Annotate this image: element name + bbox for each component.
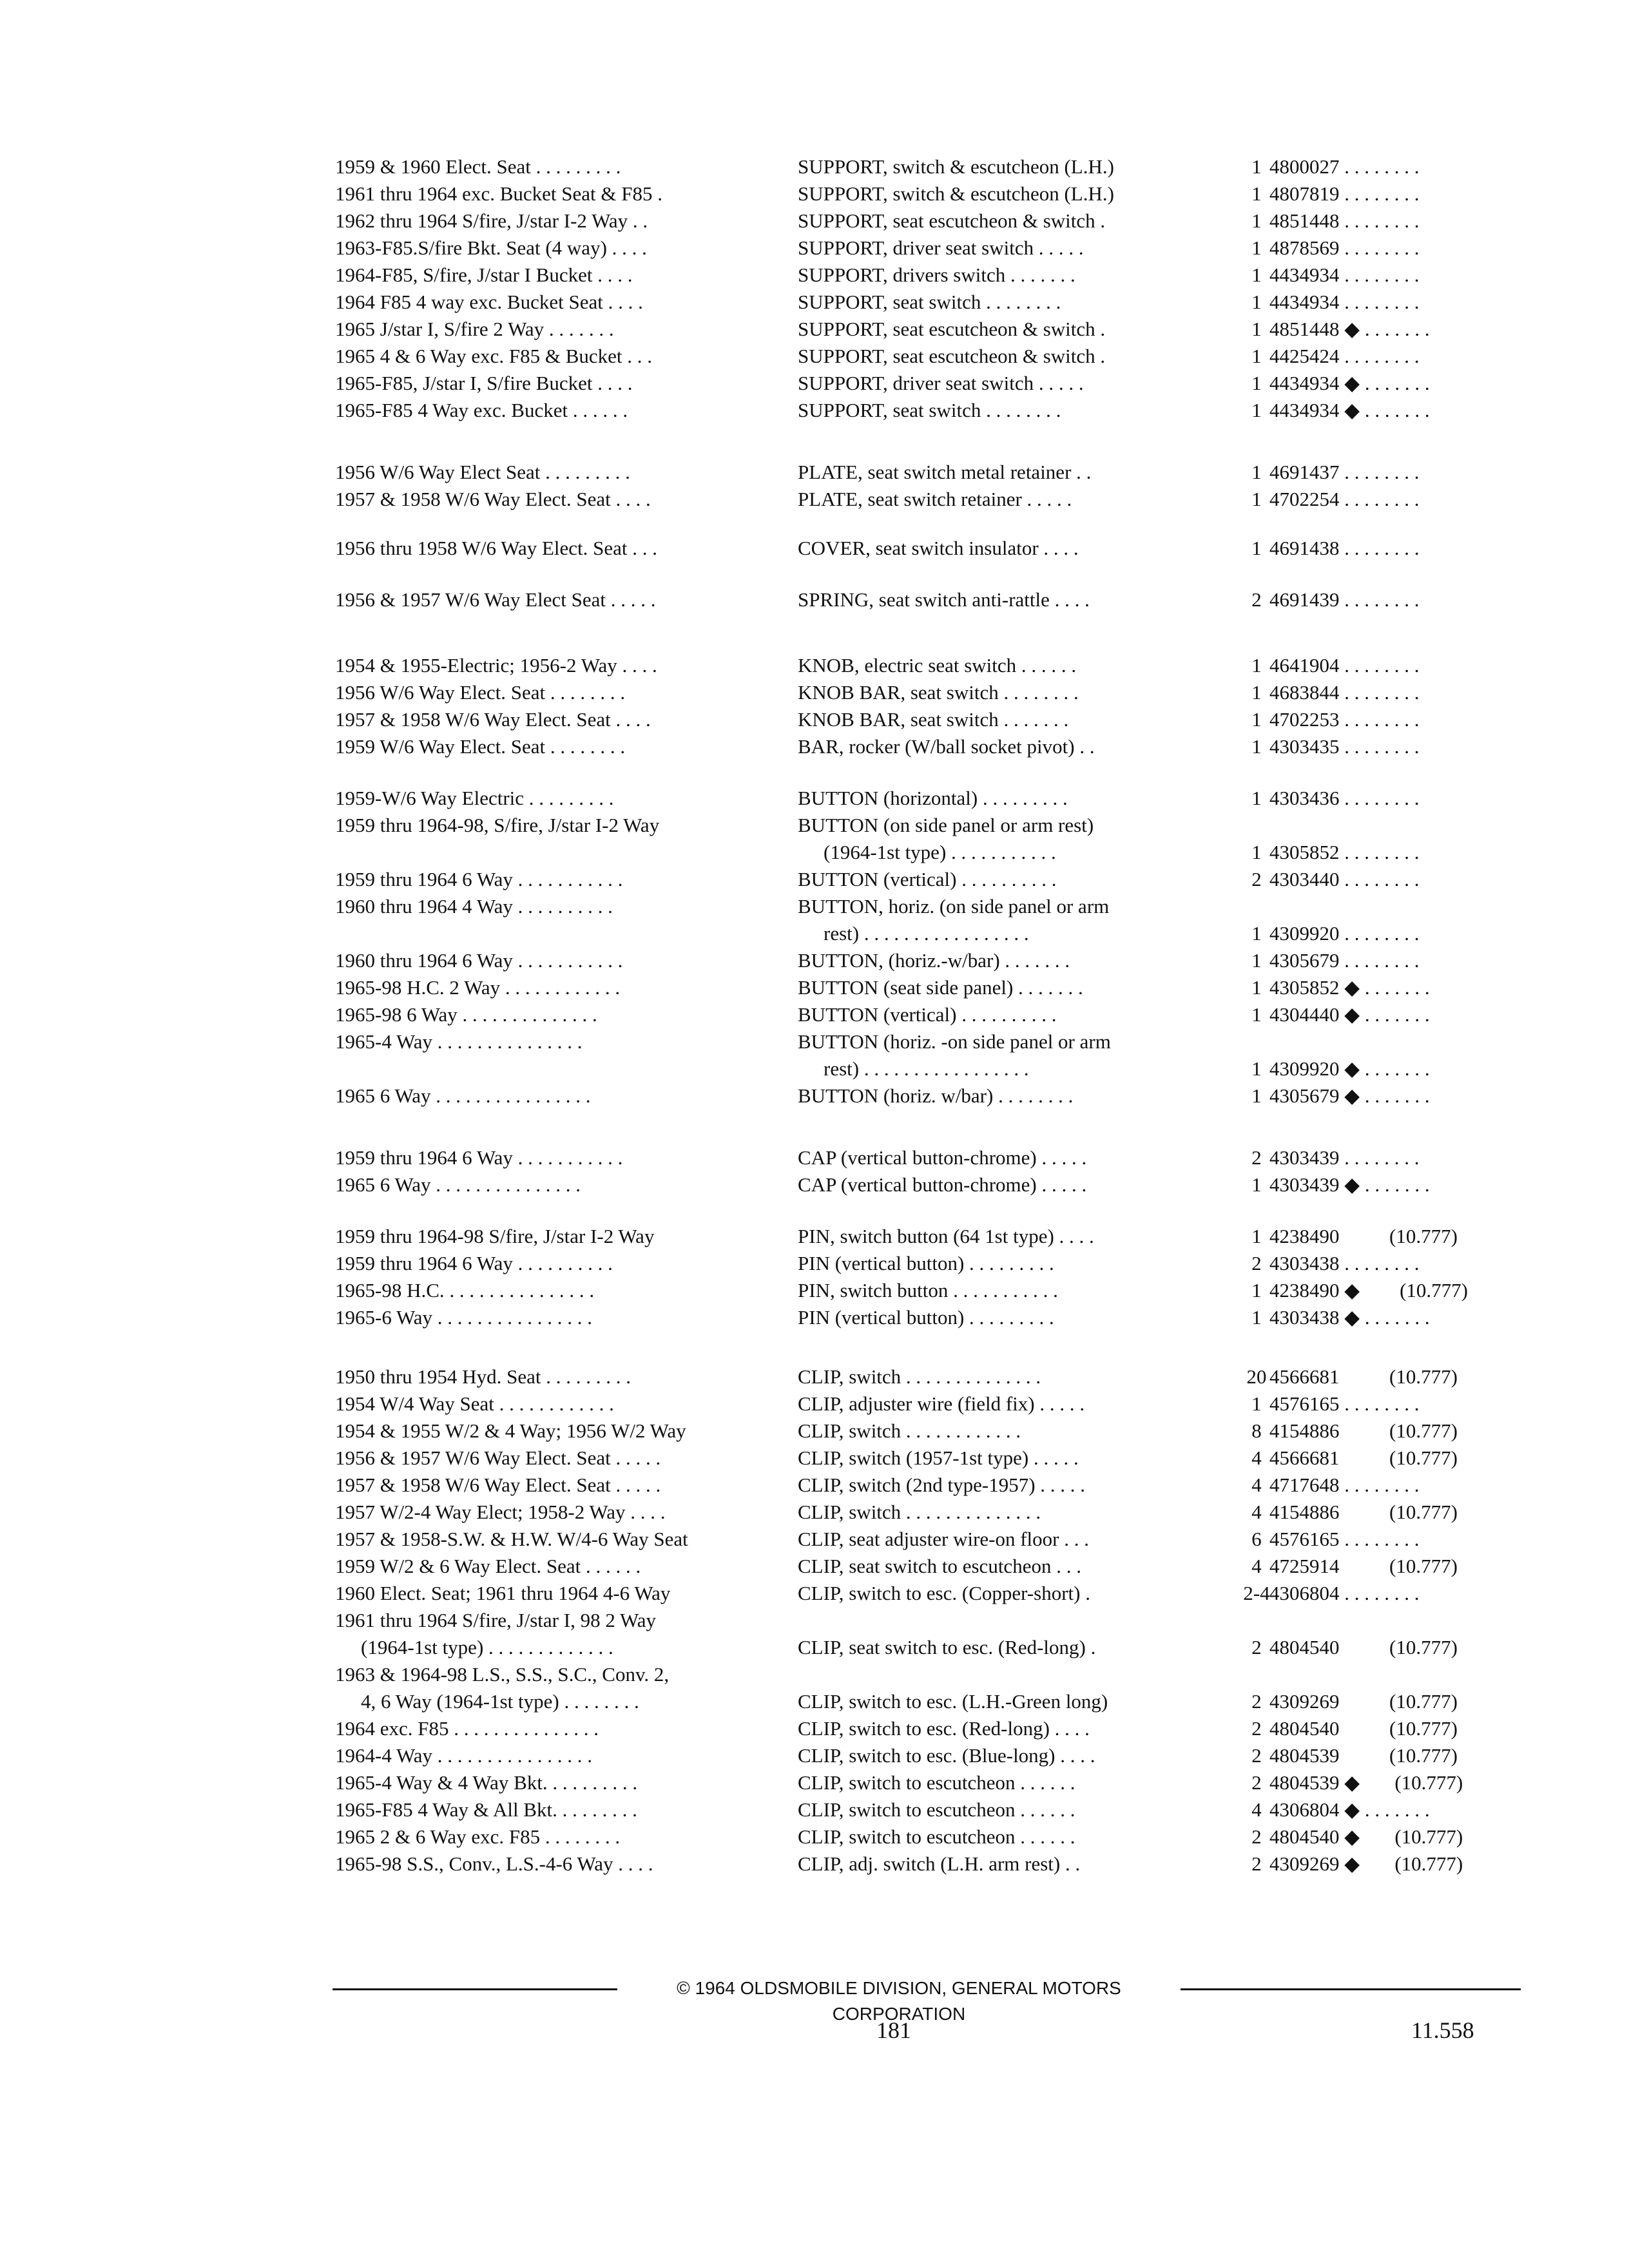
part-line: rest) . . . . . . . . . . . . . . . . . [824, 922, 1029, 945]
part-description: CLIP, switch (2nd type-1957) . . . . . [798, 1474, 1086, 1496]
quantity: 4 [1251, 1474, 1262, 1496]
part-description: PLATE, seat switch retainer . . . . . [798, 488, 1072, 510]
quantity: 4 [1251, 1555, 1262, 1577]
quantity: 1 [1251, 1003, 1262, 1026]
quantity: 4 [1251, 1501, 1262, 1523]
catalog-row [335, 1526, 1521, 1553]
application: 1965-4 Way . . . . . . . . . . . . . . . [335, 1030, 583, 1053]
quantity: 2 [1251, 1690, 1262, 1713]
catalog-row [335, 1445, 1521, 1472]
catalog-row [335, 1742, 1521, 1769]
catalog-row [335, 235, 1521, 262]
parts-group [335, 785, 1521, 1110]
footer-rule-right [1181, 1988, 1521, 1990]
catalog-row [335, 1277, 1521, 1304]
catalog-row [335, 785, 1521, 812]
application: 1957 & 1958 W/6 Way Elect. Seat . . . . [335, 708, 651, 731]
quantity: 1 [1251, 236, 1262, 259]
part-description: SUPPORT, switch & escutcheon (L.H.) [798, 155, 1114, 178]
catalog-row [335, 1418, 1521, 1445]
part-description: CLIP, switch . . . . . . . . . . . . . . [798, 1501, 1041, 1523]
quantity: 4 [1251, 1446, 1262, 1469]
parts-group [335, 586, 1521, 613]
quantity: 6 [1251, 1528, 1262, 1550]
part-description: PIN (vertical button) . . . . . . . . . [798, 1306, 1054, 1329]
part-description: SPRING, seat switch anti-rattle . . . . [798, 588, 1090, 611]
application: 1954 & 1955 W/2 & 4 Way; 1956 W/2 Way [335, 1419, 686, 1442]
application: 1959 thru 1964 6 Way . . . . . . . . . . . [335, 1146, 623, 1169]
part-number: 4804539 ◆ (10.777) [1269, 1771, 1463, 1794]
part-number: 4238490 (10.777) [1269, 1225, 1458, 1247]
quantity: 2 [1251, 1252, 1262, 1274]
catalog-row [335, 1769, 1521, 1796]
quantity: 20 [1246, 1365, 1267, 1388]
quantity: 1 [1251, 1392, 1262, 1415]
catalog-row [335, 1553, 1521, 1580]
application: 1959 W/6 Way Elect. Seat . . . . . . . . [335, 735, 626, 758]
application: 1959 thru 1964-98, S/fire, J/star I-2 Way [335, 814, 660, 836]
application: 1965 4 & 6 Way exc. F85 & Bucket . . . [335, 345, 653, 367]
application: 1965 6 Way . . . . . . . . . . . . . . . [335, 1173, 581, 1196]
application: 1956 & 1957 W/6 Way Elect. Seat . . . . . [335, 1446, 661, 1469]
part-description: CLIP, switch to esc. (Red-long) . . . . [798, 1717, 1090, 1740]
catalog-row [335, 1250, 1521, 1277]
application: 1959-W/6 Way Electric . . . . . . . . . [335, 787, 614, 809]
application: 1956 W/6 Way Elect. Seat . . . . . . . . [335, 681, 626, 704]
part-number: 4702253 . . . . . . . . [1269, 708, 1420, 731]
application: 1961 thru 1964 exc. Bucket Seat & F85 . [335, 182, 662, 205]
catalog-row [335, 1223, 1521, 1250]
application: 1964 F85 4 way exc. Bucket Seat . . . . [335, 291, 643, 313]
application-line: 4, 6 Way (1964-1st type) . . . . . . . . [361, 1690, 639, 1713]
part-number: 4305852 . . . . . . . . [1269, 841, 1420, 863]
part-number: 4800027 . . . . . . . . [1269, 155, 1420, 178]
part-number: 4566681 (10.777) [1269, 1365, 1458, 1388]
part-number: 4304440 ◆ . . . . . . . [1269, 1003, 1430, 1026]
part-number: 4851448 . . . . . . . . [1269, 209, 1420, 232]
part-number: 4305852 ◆ . . . . . . . [1269, 976, 1430, 999]
parts-group [335, 1363, 1521, 1878]
parts-group [335, 459, 1521, 513]
part-number: 4434934 ◆ . . . . . . . [1269, 372, 1430, 394]
quantity: 1 [1251, 976, 1262, 999]
catalog-row [335, 586, 1521, 613]
application: 1957 W/2-4 Way Elect; 1958-2 Way . . . . [335, 1501, 666, 1523]
part-number: 4309269 ◆ (10.777) [1269, 1852, 1463, 1875]
part-description: CLIP, switch (1957-1st type) . . . . . [798, 1446, 1079, 1469]
quantity: 4 [1251, 1798, 1262, 1821]
quantity: 1 [1251, 735, 1262, 758]
part-description: CLIP, switch to escutcheon . . . . . . [798, 1798, 1075, 1821]
part-line: BUTTON (horiz. -on side panel or arm [798, 1030, 1111, 1053]
quantity: 1 [1251, 708, 1262, 731]
application: 1965-6 Way . . . . . . . . . . . . . . . . [335, 1306, 593, 1329]
quantity: 2 [1251, 1825, 1262, 1848]
part-description: BUTTON (seat side panel) . . . . . . . [798, 976, 1083, 999]
part-number: 4303435 . . . . . . . . [1269, 735, 1420, 758]
part-description: BUTTON, (horiz.-w/bar) . . . . . . . [798, 949, 1070, 972]
catalog-row [335, 459, 1521, 486]
footer-rule-left [333, 1988, 617, 1990]
quantity: 2 [1251, 1744, 1262, 1767]
part-number: 4305679 ◆ . . . . . . . [1269, 1084, 1430, 1107]
catalog-row [335, 1661, 1521, 1715]
part-number: 4303436 . . . . . . . . [1269, 787, 1420, 809]
application: 1962 thru 1964 S/fire, J/star I-2 Way . . [335, 209, 648, 232]
quantity: 1 [1251, 209, 1262, 232]
part-description: BUTTON (horizontal) . . . . . . . . . [798, 787, 1068, 809]
parts-group [335, 535, 1521, 562]
catalog-row [335, 486, 1521, 513]
application: 1957 & 1958 W/6 Way Elect. Seat . . . . [335, 488, 651, 510]
page-number: 181 [876, 2017, 911, 2043]
application: 1963-F85.S/fire Bkt. Seat (4 way) . . . . [335, 236, 647, 259]
quantity: 2 [1251, 868, 1262, 890]
catalog-row [335, 1363, 1521, 1390]
application: 1959 W/2 & 6 Way Elect. Seat . . . . . . [335, 1555, 641, 1577]
part-description [798, 812, 1223, 866]
catalog-row [335, 706, 1521, 733]
catalog-row [335, 397, 1521, 424]
quantity: 1 [1251, 1084, 1262, 1107]
catalog-row [335, 652, 1521, 679]
catalog-row [335, 866, 1521, 893]
part-number: 4641904 . . . . . . . . [1269, 654, 1420, 677]
part-number: 4691438 . . . . . . . . [1269, 537, 1420, 559]
application: 1954 & 1955-Electric; 1956-2 Way . . . . [335, 654, 657, 677]
part-number: 4804540 (10.777) [1269, 1636, 1458, 1658]
catalog-row [335, 153, 1521, 180]
part-number: 4154886 (10.777) [1269, 1501, 1458, 1523]
catalog-row [335, 316, 1521, 343]
application: 1954 W/4 Way Seat . . . . . . . . . . . . [335, 1392, 614, 1415]
part-number: 4691439 . . . . . . . . [1269, 588, 1420, 611]
part-number: 4804540 ◆ (10.777) [1269, 1825, 1463, 1848]
catalog-row [335, 1499, 1521, 1526]
catalog-row [335, 1607, 1521, 1661]
application: 1960 thru 1964 6 Way . . . . . . . . . . . [335, 949, 623, 972]
quantity: 1 [1251, 922, 1262, 945]
quantity: 1 [1251, 318, 1262, 340]
quantity: 1 [1251, 372, 1262, 394]
part-number: 4434934 ◆ . . . . . . . [1269, 399, 1430, 421]
quantity: 1 [1251, 1173, 1262, 1196]
application: 1960 Elect. Seat; 1961 thru 1964 4-6 Way [335, 1582, 671, 1604]
part-description: CLIP, seat adjuster wire-on floor . . . [798, 1528, 1089, 1550]
part-description: BAR, rocker (W/ball socket pivot) . . [798, 735, 1095, 758]
part-description: CAP (vertical button-chrome) . . . . . [798, 1173, 1087, 1196]
catalog-row [335, 1082, 1521, 1110]
parts-group [335, 1223, 1521, 1331]
quantity: 1 [1251, 155, 1262, 178]
quantity: 1 [1251, 1279, 1262, 1302]
part-number: 4851448 ◆ . . . . . . . [1269, 318, 1430, 340]
part-description: KNOB BAR, seat switch . . . . . . . . [798, 681, 1079, 704]
part-description: SUPPORT, seat escutcheon & switch . [798, 318, 1106, 340]
quantity: 1 [1251, 264, 1262, 286]
part-number: 4807819 . . . . . . . . [1269, 182, 1420, 205]
quantity: 2 [1251, 1717, 1262, 1740]
part-number: 4717648 . . . . . . . . [1269, 1474, 1420, 1496]
quantity: 1 [1251, 1306, 1262, 1329]
catalog-row [335, 180, 1521, 207]
quantity: 2 [1251, 1852, 1262, 1875]
application: 1950 thru 1954 Hyd. Seat . . . . . . . . . [335, 1365, 631, 1388]
part-description: CLIP, switch to esc. (Copper-short) . [798, 1582, 1090, 1604]
part-number: 4154886 (10.777) [1269, 1419, 1458, 1442]
quantity: 1 [1251, 1057, 1262, 1080]
application: 1956 W/6 Way Elect Seat . . . . . . . . . [335, 461, 630, 483]
part-line: BUTTON (on side panel or arm rest) [798, 814, 1094, 836]
catalog-row [335, 1144, 1521, 1171]
part-number: 4309269 (10.777) [1269, 1690, 1458, 1713]
part-description: CAP (vertical button-chrome) . . . . . [798, 1146, 1087, 1169]
catalog-row [335, 1715, 1521, 1742]
application: 1959 thru 1964 6 Way . . . . . . . . . . [335, 1252, 613, 1274]
quantity: 1 [1251, 488, 1262, 510]
part-description: SUPPORT, seat switch . . . . . . . . [798, 399, 1061, 421]
application: 1965-4 Way & 4 Way Bkt. . . . . . . . . . [335, 1771, 638, 1794]
quantity: 2 [1251, 1146, 1262, 1169]
part-description: CLIP, switch to esc. (Blue-long) . . . . [798, 1744, 1095, 1767]
quantity: 1 [1251, 681, 1262, 704]
section-number: 11.558 [1411, 2017, 1474, 2043]
part-number: 4683844 . . . . . . . . [1269, 681, 1420, 704]
catalog-row [335, 262, 1521, 289]
catalog-row [335, 1001, 1521, 1028]
part-number: 4238490 ◆ (10.777) [1269, 1279, 1468, 1302]
part-number: 4303440 . . . . . . . . [1269, 868, 1420, 890]
part-description: SUPPORT, driver seat switch . . . . . [798, 372, 1084, 394]
application-line: 1963 & 1964-98 L.S., S.S., S.C., Conv. 2, [335, 1663, 670, 1686]
quantity: 1 [1251, 654, 1262, 677]
part-number: 4306804 . . . . . . . . [1269, 1582, 1420, 1604]
part-number: 4303439 ◆ . . . . . . . [1269, 1173, 1430, 1196]
catalog-row [335, 1304, 1521, 1331]
part-number: 4306804 ◆ . . . . . . . [1269, 1798, 1430, 1821]
catalog-row [335, 1850, 1521, 1878]
part-description: CLIP, seat switch to escutcheon . . . [798, 1555, 1081, 1577]
catalog-row [335, 1390, 1521, 1418]
application: 1956 thru 1958 W/6 Way Elect. Seat . . . [335, 537, 658, 559]
quantity: 2 [1251, 1771, 1262, 1794]
part-description [798, 1028, 1223, 1082]
part-description: BUTTON (horiz. w/bar) . . . . . . . . [798, 1084, 1074, 1107]
quantity: 1 [1251, 345, 1262, 367]
parts-group [335, 153, 1521, 424]
part-description: CLIP, seat switch to esc. (Red-long) . [798, 1636, 1096, 1658]
part-description: SUPPORT, seat escutcheon & switch . [798, 209, 1106, 232]
part-description: SUPPORT, driver seat switch . . . . . [798, 236, 1084, 259]
quantity: 2 [1251, 1636, 1262, 1658]
part-description: BUTTON (vertical) . . . . . . . . . . [798, 868, 1057, 890]
application: 1957 & 1958 W/6 Way Elect. Seat . . . . . [335, 1474, 661, 1496]
application [335, 1607, 786, 1661]
catalog-row [335, 974, 1521, 1001]
catalog-row [335, 1472, 1521, 1499]
application-line: 1961 thru 1964 S/fire, J/star I, 98 2 Way [335, 1609, 657, 1631]
part-description: SUPPORT, seat switch . . . . . . . . [798, 291, 1061, 313]
quantity: 1 [1251, 787, 1262, 809]
application: 1965-F85, J/star I, S/fire Bucket . . . . [335, 372, 633, 394]
application: 1956 & 1957 W/6 Way Elect Seat . . . . . [335, 588, 656, 611]
application: 1965 2 & 6 Way exc. F85 . . . . . . . . [335, 1825, 621, 1848]
part-description: COVER, seat switch insulator . . . . [798, 537, 1079, 559]
part-description: SUPPORT, switch & escutcheon (L.H.) [798, 182, 1114, 205]
quantity: 1 [1251, 182, 1262, 205]
part-description [798, 893, 1223, 947]
catalog-row [335, 289, 1521, 316]
part-number: 4804539 (10.777) [1269, 1744, 1458, 1767]
part-number: 4425424 . . . . . . . . [1269, 345, 1420, 367]
quantity: 2-4 [1243, 1582, 1270, 1604]
part-description: CLIP, switch to esc. (L.H.-Green long) [798, 1690, 1108, 1713]
application: 1959 thru 1964 6 Way . . . . . . . . . . . [335, 868, 623, 890]
part-description: KNOB BAR, seat switch . . . . . . . [798, 708, 1069, 731]
catalog-row [335, 812, 1521, 866]
part-description: CLIP, switch . . . . . . . . . . . . . . [798, 1365, 1041, 1388]
catalog-row [335, 1171, 1521, 1198]
part-number: 4702254 . . . . . . . . [1269, 488, 1420, 510]
catalog-row [335, 370, 1521, 397]
part-line: BUTTON, horiz. (on side panel or arm [798, 895, 1110, 918]
part-description: PIN (vertical button) . . . . . . . . . [798, 1252, 1054, 1274]
quantity: 8 [1251, 1419, 1262, 1442]
catalog-row [335, 733, 1521, 760]
catalog-row [335, 207, 1521, 235]
application: 1965-98 H.C. . . . . . . . . . . . . . . . [335, 1279, 595, 1302]
part-description: CLIP, adjuster wire (field fix) . . . . . [798, 1392, 1085, 1415]
part-number: 4309920 ◆ . . . . . . . [1269, 1057, 1430, 1080]
part-number: 4878569 . . . . . . . . [1269, 236, 1420, 259]
catalog-row [335, 679, 1521, 706]
catalog-row [335, 343, 1521, 370]
application: 1965-F85 4 Way exc. Bucket . . . . . . [335, 399, 628, 421]
quantity: 2 [1251, 588, 1262, 611]
part-line: rest) . . . . . . . . . . . . . . . . . [824, 1057, 1029, 1080]
part-description: CLIP, switch to escutcheon . . . . . . [798, 1825, 1075, 1848]
part-number: 4566681 (10.777) [1269, 1446, 1458, 1469]
part-number: 4305679 . . . . . . . . [1269, 949, 1420, 972]
part-number: 4309920 . . . . . . . . [1269, 922, 1420, 945]
catalog-row [335, 1580, 1521, 1607]
application [335, 1661, 786, 1715]
copyright-line: © 1964 OLDSMOBILE DIVISION, GENERAL MOTORS CORPORATION [677, 1978, 1121, 2024]
catalog-row [335, 947, 1521, 974]
application: 1965-98 H.C. 2 Way . . . . . . . . . . . . [335, 976, 621, 999]
part-line: (1964-1st type) . . . . . . . . . . . [824, 841, 1056, 863]
part-description: PLATE, seat switch metal retainer . . [798, 461, 1092, 483]
application: 1965 6 Way . . . . . . . . . . . . . . . . [335, 1084, 591, 1107]
catalog-row [335, 1823, 1521, 1850]
part-number: 4434934 . . . . . . . . [1269, 264, 1420, 286]
part-description: CLIP, switch . . . . . . . . . . . . [798, 1419, 1021, 1442]
catalog-row [335, 1028, 1521, 1082]
quantity: 1 [1251, 461, 1262, 483]
application: 1964-4 Way . . . . . . . . . . . . . . . . [335, 1744, 593, 1767]
part-number: 4804540 (10.777) [1269, 1717, 1458, 1740]
part-description: PIN, switch button . . . . . . . . . . . [798, 1279, 1058, 1302]
quantity: 1 [1251, 949, 1262, 972]
part-description: CLIP, switch to escutcheon . . . . . . [798, 1771, 1075, 1794]
application: 1965 J/star I, S/fire 2 Way . . . . . . . [335, 318, 614, 340]
application: 1959 & 1960 Elect. Seat . . . . . . . . . [335, 155, 621, 178]
quantity: 1 [1251, 399, 1262, 421]
quantity: 1 [1251, 841, 1262, 863]
part-description: CLIP, adj. switch (L.H. arm rest) . . [798, 1852, 1081, 1875]
part-number: 4725914 (10.777) [1269, 1555, 1458, 1577]
part-number: 4691437 . . . . . . . . [1269, 461, 1420, 483]
part-description: KNOB, electric seat switch . . . . . . [798, 654, 1077, 677]
catalog-row [335, 1796, 1521, 1823]
part-number: 4303438 ◆ . . . . . . . [1269, 1306, 1430, 1329]
parts-group [335, 1144, 1521, 1198]
part-number: 4303438 . . . . . . . . [1269, 1252, 1420, 1274]
part-description: SUPPORT, seat escutcheon & switch . [798, 345, 1106, 367]
part-number: 4576165 . . . . . . . . [1269, 1528, 1420, 1550]
catalog-row [335, 893, 1521, 947]
application: 1960 thru 1964 4 Way . . . . . . . . . . [335, 895, 613, 918]
parts-group [335, 652, 1521, 760]
application: 1965-98 S.S., Conv., L.S.-4-6 Way . . . . [335, 1852, 653, 1875]
part-description: BUTTON (vertical) . . . . . . . . . . [798, 1003, 1057, 1026]
quantity: 1 [1251, 537, 1262, 559]
application: 1964-F85, S/fire, J/star I Bucket . . . . [335, 264, 633, 286]
application: 1965-F85 4 Way & All Bkt. . . . . . . . . [335, 1798, 637, 1821]
part-number: 4434934 . . . . . . . . [1269, 291, 1420, 313]
part-description: PIN, switch button (64 1st type) . . . . [798, 1225, 1094, 1247]
application-line: (1964-1st type) . . . . . . . . . . . . . [361, 1636, 613, 1658]
quantity: 1 [1251, 1225, 1262, 1247]
part-description: SUPPORT, drivers switch . . . . . . . [798, 264, 1075, 286]
application: 1957 & 1958-S.W. & H.W. W/4-6 Way Seat [335, 1528, 688, 1550]
application: 1965-98 6 Way . . . . . . . . . . . . . . [335, 1003, 597, 1026]
application: 1964 exc. F85 . . . . . . . . . . . . . . . [335, 1717, 599, 1740]
part-number: 4303439 . . . . . . . . [1269, 1146, 1420, 1169]
quantity: 1 [1251, 291, 1262, 313]
catalog-row [335, 535, 1521, 562]
application: 1959 thru 1964-98 S/fire, J/star I-2 Way [335, 1225, 655, 1247]
part-number: 4576165 . . . . . . . . [1269, 1392, 1420, 1415]
